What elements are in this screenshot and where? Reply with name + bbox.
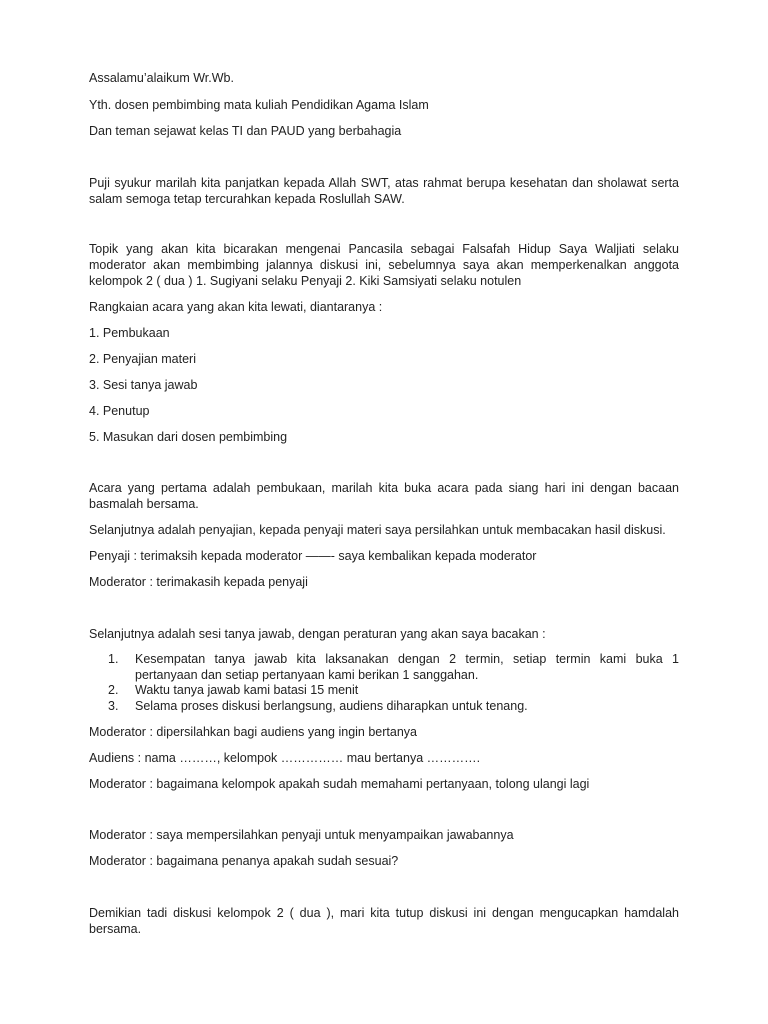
rule-line: Selama proses diskusi berlangsung, audiens diharapkan untuk tenang. <box>135 699 528 713</box>
agenda-item: 2. Penyajian materi <box>89 352 197 366</box>
greeting: Assalamu’alaikum Wr.Wb. <box>89 71 234 85</box>
rule-line: Waktu tanya jawab kami batasi 15 menit <box>135 683 359 697</box>
presenter-dialogue: Penyaji : terimaksih kepada moderator ——- saya kembalikan kepada moderator <box>89 549 537 563</box>
moderator-ask: Moderator : bagaimana penanya apakah sudah sesuai? <box>89 854 399 868</box>
agenda-intro: Rangkaian acara yang akan kita lewati, diantaranya : <box>89 300 383 314</box>
topic-line: moderator akan membimbing jalannya diskusi ini, sebelumnya saya akan memperkenalkan anggota <box>89 258 679 272</box>
addressee-classmates: Dan teman sejawat kelas TI dan PAUD yang berbahagia <box>89 124 402 138</box>
rule-line: pertanyaan dan setiap pertanyaan kami berikan 1 sanggahan. <box>135 668 479 682</box>
closing-line: Demikian tadi diskusi kelompok 2 ( dua ), mari kita tutup diskusi ini dengan mengucapkan hamdalah <box>89 906 679 920</box>
rule-number: 1. <box>108 652 119 666</box>
moderator-check: Moderator : bagaimana kelompok apakah sudah memahami pertanyaan, tolong ulangi lagi <box>89 777 590 791</box>
closing-line: bersama. <box>89 922 142 936</box>
topic-line: Topik yang akan kita bicarakan mengenai Pancasila sebagai Falsafah Hidup Saya Waljiati selaku <box>89 242 679 256</box>
addressee-lecturer: Yth. dosen pembimbing mata kuliah Pendidikan Agama Islam <box>89 98 429 112</box>
agenda-item: 5. Masukan dari dosen pembimbing <box>89 430 288 444</box>
moderator-answer: Moderator : saya mempersilahkan penyaji untuk menyampaikan jawabannya <box>89 828 514 842</box>
presentation-line: Selanjutnya adalah penyajian, kepada penyaji materi saya persilahkan untuk membacakan hasil diskusi. <box>89 523 666 537</box>
closing-paragraph <box>89 905 679 937</box>
opening-paragraph <box>89 480 679 512</box>
qa-intro: Selanjutnya adalah sesi tanya jawab, dengan peraturan yang akan saya bacakan : <box>89 627 546 641</box>
rule-line: Kesempatan tanya jawab kita laksanakan dengan 2 termin, setiap termin kami buka 1 <box>135 652 679 666</box>
topic-paragraph <box>89 241 679 289</box>
moderator-thanks: Moderator : terimakasih kepada penyaji <box>89 575 308 589</box>
rule-text <box>135 651 679 683</box>
rule-number: 3. <box>108 699 119 713</box>
opening-line: basmalah bersama. <box>89 497 199 511</box>
agenda-item: 3. Sesi tanya jawab <box>89 378 198 392</box>
moderator-invite: Moderator : dipersilahkan bagi audiens yang ingin bertanya <box>89 725 417 739</box>
agenda-item: 1. Pembukaan <box>89 326 170 340</box>
topic-line: kelompok 2 ( dua ) 1. Sugiyani selaku Penyaji 2. Kiki Samsiyati selaku notulen <box>89 274 522 288</box>
audience-question: Audiens : nama ………, kelompok …………… mau bertanya …………. <box>89 751 481 765</box>
opening-line: Acara yang pertama adalah pembukaan, marilah kita buka acara pada siang hari ini dengan bacaan <box>89 481 679 495</box>
praise-line: Puji syukur marilah kita panjatkan kepada Allah SWT, atas rahmat berupa kesehatan dan sholawat serta <box>89 176 679 190</box>
praise-paragraph <box>89 175 679 207</box>
agenda-item: 4. Penutup <box>89 404 150 418</box>
praise-line: salam semoga tetap tercurahkan kepada Roslullah SAW. <box>89 192 405 206</box>
rule-number: 2. <box>108 683 119 697</box>
